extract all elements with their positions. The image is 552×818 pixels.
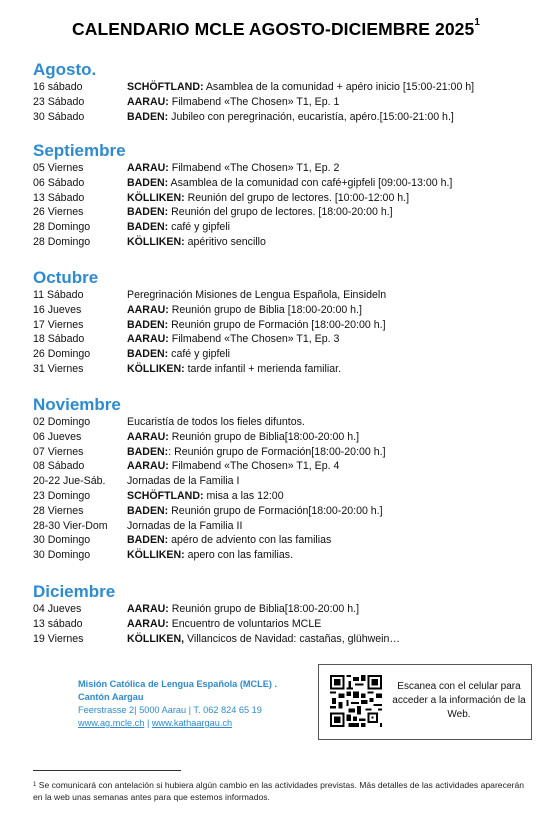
event-description — [127, 362, 341, 377]
event-description — [127, 602, 359, 617]
event-row — [33, 176, 533, 191]
event-description — [127, 191, 409, 206]
qr-panel — [318, 664, 532, 740]
event-location: AARAU: — [127, 460, 169, 473]
qr-instructions: Escanea con el celular para acceder a la información de la Web. — [392, 681, 526, 720]
event-row — [33, 95, 533, 110]
event-date: 13 Sábado — [33, 191, 85, 204]
event-text: Reunión grupo de Formación [18:00-20:00 h.] — [168, 318, 386, 331]
event-text: Jubileo con peregrinación, eucaristía, apéro.[15:00-21:00 h.] — [168, 110, 454, 123]
link-separator: | — [144, 718, 152, 728]
event-description — [127, 459, 339, 474]
event-row — [33, 445, 533, 460]
event-description — [127, 235, 266, 250]
event-date: 28 Domingo — [33, 235, 91, 248]
event-description — [127, 519, 242, 534]
event-row — [33, 235, 533, 250]
event-date: 26 Viernes — [33, 206, 84, 219]
event-date: 07 Viernes — [33, 445, 84, 458]
event-location: KÖLLIKEN: — [127, 362, 185, 375]
event-text: Asamblea de la comunidad + apéro inicio [15:00-21:00 h] — [203, 81, 475, 93]
event-description — [127, 220, 230, 235]
event-location: SCHÖFTLAND: — [127, 81, 204, 93]
address: Feerstrasse 2| 5000 Aarau | T. 062 824 65 19 — [78, 705, 262, 715]
event-location: BADEN: — [127, 318, 169, 331]
event-date: 17 Viernes — [33, 318, 84, 331]
event-row — [33, 459, 533, 474]
website-link-kathaargau[interactable]: www.kathaargau.ch — [151, 718, 233, 728]
event-location: KÖLLIKEN: — [127, 191, 185, 204]
event-text: Reunión grupo de Biblia[18:00-20:00 h.] — [168, 430, 360, 443]
event-description — [127, 176, 452, 191]
event-location: BADEN: — [127, 221, 169, 234]
event-location: AARAU: — [127, 303, 169, 316]
event-date: 20-22 Jue-Sáb. — [33, 475, 106, 488]
web-links — [78, 717, 277, 730]
event-row — [33, 519, 533, 534]
event-description — [127, 474, 239, 489]
footnote-divider — [33, 770, 181, 771]
event-row — [33, 205, 533, 220]
month-heading: Noviembre — [33, 395, 121, 414]
event-date: 05 Viernes — [33, 162, 84, 174]
event-date: 06 Jueves — [33, 430, 82, 443]
event-row — [33, 632, 533, 647]
event-description — [127, 504, 383, 519]
event-text: Reunión del grupo de lectores. [18:00-20:00 h.] — [168, 206, 393, 219]
event-text: Filmabend «The Chosen» T1, Ep. 1 — [168, 95, 340, 108]
footnote-marker: 1 — [474, 17, 481, 28]
event-location: BADEN: — [127, 206, 169, 219]
event-row — [33, 303, 533, 318]
month-section — [33, 141, 533, 250]
month-section — [33, 582, 533, 646]
event-date: 06 Sábado — [33, 176, 85, 189]
event-description — [127, 617, 321, 632]
event-description — [127, 80, 474, 95]
event-row — [33, 533, 533, 548]
event-text: Encuentro de voluntarios MCLE — [168, 617, 322, 630]
event-description — [127, 288, 386, 303]
event-text: apéritivo sencillo — [184, 235, 266, 248]
event-text: apero con las familias. — [184, 549, 294, 562]
event-text: café y gipfeli — [168, 221, 231, 234]
event-location: AARAU: — [127, 617, 169, 630]
event-description — [127, 632, 400, 647]
event-location: KÖLLIKEN, — [127, 632, 185, 645]
month-heading: Agosto. — [33, 60, 97, 79]
event-date: 31 Viernes — [33, 362, 84, 375]
event-description — [127, 205, 393, 220]
event-row — [33, 602, 533, 617]
event-text: : Reunión grupo de Formación[18:00-20:00 h.] — [168, 445, 386, 458]
month-section — [33, 60, 533, 124]
organization-name: Misión Católica de Lengua Española (MCLE) . — [78, 679, 278, 689]
event-row — [33, 617, 533, 632]
event-row — [33, 504, 533, 519]
month-heading: Septiembre — [33, 141, 126, 160]
event-location: BADEN: — [127, 348, 169, 361]
event-date: 16 Jueves — [33, 303, 82, 316]
event-row — [33, 220, 533, 235]
event-text: Villancicos de Navidad: castañas, glühwein… — [184, 632, 401, 645]
event-date: 28 Viernes — [33, 504, 84, 517]
event-text: Filmabend «The Chosen» T1, Ep. 4 — [168, 460, 340, 473]
event-description — [127, 110, 454, 125]
event-text: Filmabend «The Chosen» T1, Ep. 3 — [168, 333, 340, 346]
event-description — [127, 347, 230, 362]
organization-info — [78, 678, 277, 730]
event-text: café y gipfeli — [168, 348, 231, 361]
event-row — [33, 548, 533, 563]
event-text: Filmabend «The Chosen» T1, Ep. 2 — [168, 162, 340, 174]
month-section — [33, 268, 533, 377]
event-location: AARAU: — [127, 95, 169, 108]
event-date: 30 Sábado — [33, 110, 85, 123]
event-description — [127, 445, 386, 460]
event-row — [33, 288, 533, 303]
event-date: 02 Domingo — [33, 416, 91, 428]
event-row — [33, 430, 533, 445]
event-row — [33, 415, 533, 430]
event-location: BADEN: — [127, 504, 169, 517]
footnote-text: Se comunicará con antelación si hubiera algún cambio en las actividades previstas. Más detalles de las actividades aparecerán en la web unas semanas antes para que estemos informados. — [33, 780, 525, 802]
event-description — [127, 332, 339, 347]
event-date: 18 Sábado — [33, 333, 85, 346]
event-row — [33, 80, 533, 95]
event-row — [33, 191, 533, 206]
event-date: 23 Domingo — [33, 489, 91, 502]
qr-code-icon[interactable] — [330, 675, 382, 727]
website-link-mcle[interactable]: www.ag.mcle.ch — [78, 718, 145, 728]
event-description — [127, 548, 293, 563]
event-description — [127, 95, 339, 110]
event-text: Reunión del grupo de lectores. [10:00-12:00 h.] — [184, 191, 410, 204]
event-description — [127, 161, 339, 176]
event-description — [127, 533, 331, 548]
month-heading: Octubre — [33, 268, 99, 287]
event-row — [33, 318, 533, 333]
event-location: AARAU: — [127, 603, 169, 615]
event-row — [33, 489, 533, 504]
event-text: Peregrinación Misiones de Lengua Española, Einsideln — [127, 289, 387, 301]
footnote — [33, 779, 528, 803]
event-location: AARAU: — [127, 430, 169, 443]
event-text: Reunión grupo de Biblia [18:00-20:00 h.] — [168, 303, 362, 316]
event-text: Jornadas de la Familia II — [127, 519, 243, 532]
month-heading: Diciembre — [33, 582, 116, 601]
event-text: Reunión grupo de Biblia[18:00-20:00 h.] — [168, 603, 360, 615]
event-date: 11 Sábado — [33, 289, 84, 301]
event-date: 13 sábado — [33, 617, 83, 630]
event-text: Reunión grupo de Formación[18:00-20:00 h.] — [168, 504, 383, 517]
event-text: misa a las 12:00 — [203, 489, 284, 502]
event-description — [127, 430, 359, 445]
event-location: BADEN: — [127, 176, 169, 189]
event-date: 23 Sábado — [33, 95, 85, 108]
footnote-number: 1 — [33, 782, 37, 788]
page-title: CALENDARIO MCLE AGOSTO-DICIEMBRE 2025$^1$ — [71, 17, 481, 39]
event-location: KÖLLIKEN: — [127, 235, 185, 248]
event-text: Jornadas de la Familia I — [127, 475, 240, 488]
event-date: 30 Domingo — [33, 534, 91, 547]
event-date: 19 Viernes — [33, 632, 84, 645]
event-row — [33, 474, 533, 489]
event-text: Asamblea de la comunidad con café+gipfeli [09:00-13:00 h.] — [168, 176, 453, 189]
event-text: tarde infantil + merienda familiar. — [184, 362, 342, 375]
event-row — [33, 161, 533, 176]
event-description — [127, 415, 305, 430]
event-date: 30 Domingo — [33, 549, 91, 562]
event-row — [33, 110, 533, 125]
event-date: 16 sábado — [33, 81, 83, 93]
event-date: 08 Sábado — [33, 460, 85, 473]
event-date: 26 Domingo — [33, 348, 91, 361]
event-location: BADEN: — [127, 445, 169, 458]
event-row — [33, 362, 533, 377]
event-date: 28 Domingo — [33, 221, 91, 234]
event-location: KÖLLIKEN: — [127, 549, 185, 562]
event-text: Eucaristía de todos los fieles difuntos. — [127, 416, 305, 428]
event-description — [127, 489, 284, 504]
event-date: 28-30 Vier-Dom — [33, 519, 108, 532]
event-location: SCHÖFTLAND: — [127, 489, 204, 502]
event-date: 04 Jueves — [33, 603, 82, 615]
event-description — [127, 318, 386, 333]
event-location: AARAU: — [127, 162, 169, 174]
event-row — [33, 332, 533, 347]
event-row — [33, 347, 533, 362]
event-location: BADEN: — [127, 534, 169, 547]
event-location: BADEN: — [127, 110, 169, 123]
month-section — [33, 395, 533, 563]
event-text: apéro de adviento con las familias — [168, 534, 332, 547]
event-location: AARAU: — [127, 333, 169, 346]
organization-region: Cantón Aargau — [78, 692, 144, 702]
event-description — [127, 303, 362, 318]
